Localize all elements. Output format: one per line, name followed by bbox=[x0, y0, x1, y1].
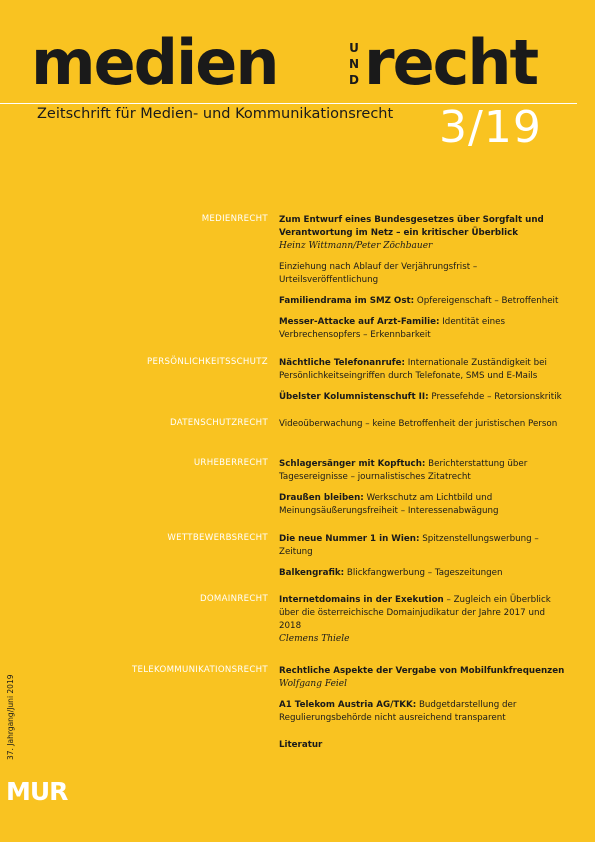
section-entries bbox=[279, 458, 569, 526]
section-entries bbox=[279, 214, 569, 350]
article-title: Die neue Nummer 1 in Wien: bbox=[279, 534, 420, 544]
article-title: Rechtliche Aspekte der Vergabe von Mobilfunkfrequenzen bbox=[279, 666, 565, 676]
article-entry bbox=[279, 316, 569, 342]
article-text: Identität eines Verbrechensopfers – Erkennbarkeit bbox=[279, 317, 506, 340]
article-text: Pressefehde – Retorsionskritik bbox=[431, 392, 562, 402]
issue-number: 3/19 bbox=[439, 102, 542, 153]
article-title: Internetdomains in der Exekution bbox=[279, 595, 444, 605]
volume-date-text: 37. Jahrgang/Juni 2019 bbox=[6, 674, 15, 760]
section-label: DATENSCHUTZRECHT bbox=[169, 418, 268, 428]
brand-medien: medien bbox=[31, 26, 278, 99]
article-text: Budgetdarstellung der Regulierungsbehörde nicht ausreichend transparent bbox=[279, 700, 517, 723]
article-title: Übelster Kolumnistenschuft II: bbox=[279, 392, 429, 402]
section-label: TELEKOMMUNIKATIONSRECHT bbox=[131, 665, 268, 675]
article-entry bbox=[279, 391, 569, 404]
article-entry bbox=[279, 261, 569, 287]
article-text: Internationale Zuständigkeit bei Persönlichkeitseingriffen durch Telefonate, SMS und E-Mails bbox=[279, 358, 547, 381]
article-text: Werkschutz am Lichtbild und Meinungsäußerungsfreiheit – Interessenabwägung bbox=[279, 493, 499, 516]
article-entry bbox=[279, 492, 569, 518]
article-entry bbox=[279, 533, 569, 559]
article-entry bbox=[279, 665, 569, 691]
article-entry bbox=[279, 214, 569, 253]
article-title: Balkengrafik: bbox=[279, 568, 345, 578]
section-label: URHEBERRECHT bbox=[193, 458, 268, 468]
section-entries bbox=[279, 665, 569, 760]
article-text: – Zugleich ein Überblick über die österreichische Domainjudikatur der Jahre 2017 und 2018 bbox=[279, 595, 551, 631]
article-entry bbox=[279, 458, 569, 484]
article-entry bbox=[279, 567, 569, 580]
article-entry bbox=[279, 418, 569, 431]
article-text: Videoüberwachung – keine Betroffenheit der juristischen Person bbox=[279, 419, 558, 429]
article-text: Spitzenstellungswerbung – Zeitung bbox=[279, 534, 539, 557]
article-title: Nächtliche Telefonanrufe: bbox=[279, 358, 405, 368]
article-title: Schlagersänger mit Kopftuch: bbox=[279, 459, 426, 469]
article-title: Zum Entwurf eines Bundesgesetzes über Sorgfalt und Verantwortung im Netz – ein kritischer Überblick bbox=[279, 215, 544, 238]
article-author: Clemens Thiele bbox=[279, 634, 350, 644]
article-text: Blickfangwerbung – Tageszeitungen bbox=[346, 568, 503, 578]
section-entries bbox=[279, 418, 569, 439]
article-entry bbox=[279, 699, 569, 725]
article-title: A1 Telekom Austria AG/TKK: bbox=[279, 700, 417, 710]
article-text: Opfereigenschaft – Betroffenheit bbox=[416, 296, 559, 306]
section-entries bbox=[279, 594, 569, 654]
section-label: WETTBEWERBSRECHT bbox=[167, 533, 268, 543]
masthead bbox=[0, 0, 595, 170]
article-title: Messer-Attacke auf Arzt-Familie: bbox=[279, 317, 440, 327]
article-title: Familiendrama im SMZ Ost: bbox=[279, 296, 415, 306]
section-label: MEDIENRECHT bbox=[201, 214, 268, 224]
brand-recht: recht bbox=[364, 26, 538, 99]
publisher-logo: MUR bbox=[6, 777, 68, 806]
article-entry bbox=[279, 295, 569, 308]
section-label: PERSÖNLICHKEITSSCHUTZ bbox=[147, 357, 268, 367]
article-text: Berichterstattung über Tagesereignisse – journalistisches Zitatrecht bbox=[279, 459, 528, 482]
section-entries bbox=[279, 357, 569, 412]
article-entry bbox=[279, 357, 569, 383]
article-author: Heinz Wittmann/Peter Zöchbauer bbox=[279, 241, 433, 251]
article-author: Wolfgang Feiel bbox=[279, 679, 347, 689]
article-entry bbox=[279, 594, 569, 646]
article-title: Literatur bbox=[279, 740, 323, 750]
journal-subtitle: Zeitschrift für Medien- und Kommunikationsrecht bbox=[37, 106, 394, 122]
article-entry bbox=[279, 739, 569, 752]
article-text: Einziehung nach Ablauf der Verjährungsfrist – Urteilsveröffentlichung bbox=[279, 262, 478, 285]
article-title: Draußen bleiben: bbox=[279, 493, 364, 503]
section-entries bbox=[279, 533, 569, 588]
section-label: DOMAINRECHT bbox=[199, 594, 268, 604]
brand-und: UND bbox=[348, 41, 360, 87]
